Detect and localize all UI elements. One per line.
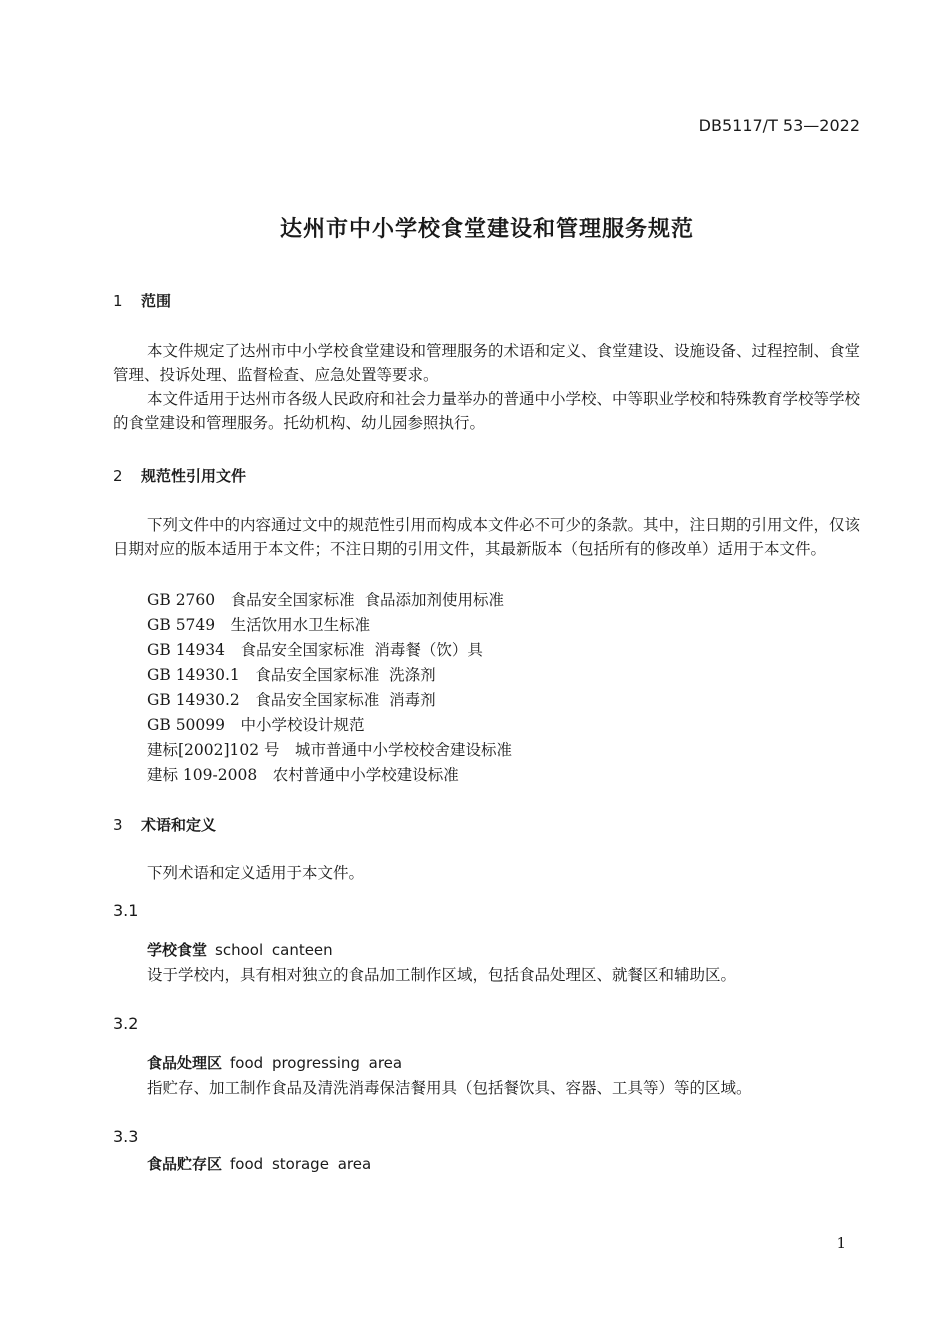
document-title: 达州市中小学校食堂建设和管理服务规范 <box>279 217 694 242</box>
reference-item: GB 14930.1 食品安全国家标准 洗涤剂 <box>147 666 436 684</box>
term-number: 3.3 <box>113 1127 139 1146</box>
term-heading <box>147 1052 402 1073</box>
term-definition: 设于学校内，具有相对独立的食品加工制作区域，包括食品处理区、就餐区和辅助区。 <box>147 966 737 984</box>
term-english: food progressing area <box>230 1054 403 1072</box>
term-number: 3.2 <box>113 1014 139 1033</box>
term-heading <box>147 939 333 960</box>
term-chinese: 学校食堂 <box>147 941 208 959</box>
scope-paragraph-1: 本文件规定了达州市中小学校食堂建设和管理服务的术语和定义、食堂建设、设施设备、过程控制、食堂管理、投诉处理、监督检查、应急处置等要求。 <box>113 342 861 384</box>
terms-intro: 下列术语和定义适用于本文件。 <box>147 864 365 882</box>
section-1-heading <box>113 290 171 311</box>
reference-item: GB 2760 食品安全国家标准 食品添加剂使用标准 <box>147 591 505 609</box>
document-code: DB5117/T 53—2022 <box>698 116 860 135</box>
reference-item: GB 5749 生活饮用水卫生标准 <box>147 616 371 634</box>
section-title: 术语和定义 <box>141 816 217 834</box>
reference-item: 建标[2002]102 号 城市普通中小学校校舍建设标准 <box>147 741 513 759</box>
section-title: 规范性引用文件 <box>141 467 247 485</box>
scope-paragraph-2: 本文件适用于达州市各级人民政府和社会力量举办的普通中小学校、中等职业学校和特殊教育学校等学校的食堂建设和管理服务。托幼机构、幼儿园参照执行。 <box>113 390 861 432</box>
section-number: 2 <box>113 467 123 485</box>
term-heading <box>147 1153 371 1174</box>
reference-item: GB 50099 中小学校设计规范 <box>147 716 365 734</box>
term-definition: 指贮存、加工制作食品及清洗消毒保洁餐用具（包括餐饮具、容器、工具等）等的区域。 <box>147 1079 752 1097</box>
term-chinese: 食品处理区 <box>147 1054 223 1072</box>
section-2-heading <box>113 465 246 486</box>
reference-item: 建标 109-2008 农村普通中小学校建设标准 <box>147 766 459 784</box>
section-3-heading <box>113 814 216 835</box>
references-intro: 下列文件中的内容通过文中的规范性引用而构成本文件必不可少的条款。其中，注日期的引用文件，仅该日期对应的版本适用于本文件；不注日期的引用文件，其最新版本（包括所有的修改单）适用于本文件。 <box>113 516 861 558</box>
page-number: 1 <box>836 1234 846 1252</box>
term-chinese: 食品贮存区 <box>147 1155 223 1173</box>
section-number: 3 <box>113 816 123 834</box>
term-english: school canteen <box>215 941 333 959</box>
term-english: food storage area <box>230 1155 372 1173</box>
section-title: 范围 <box>141 292 172 310</box>
reference-item: GB 14930.2 食品安全国家标准 消毒剂 <box>147 691 436 709</box>
term-number: 3.1 <box>113 901 139 920</box>
section-number: 1 <box>113 292 123 310</box>
reference-item: GB 14934 食品安全国家标准 消毒餐（饮）具 <box>147 641 483 659</box>
